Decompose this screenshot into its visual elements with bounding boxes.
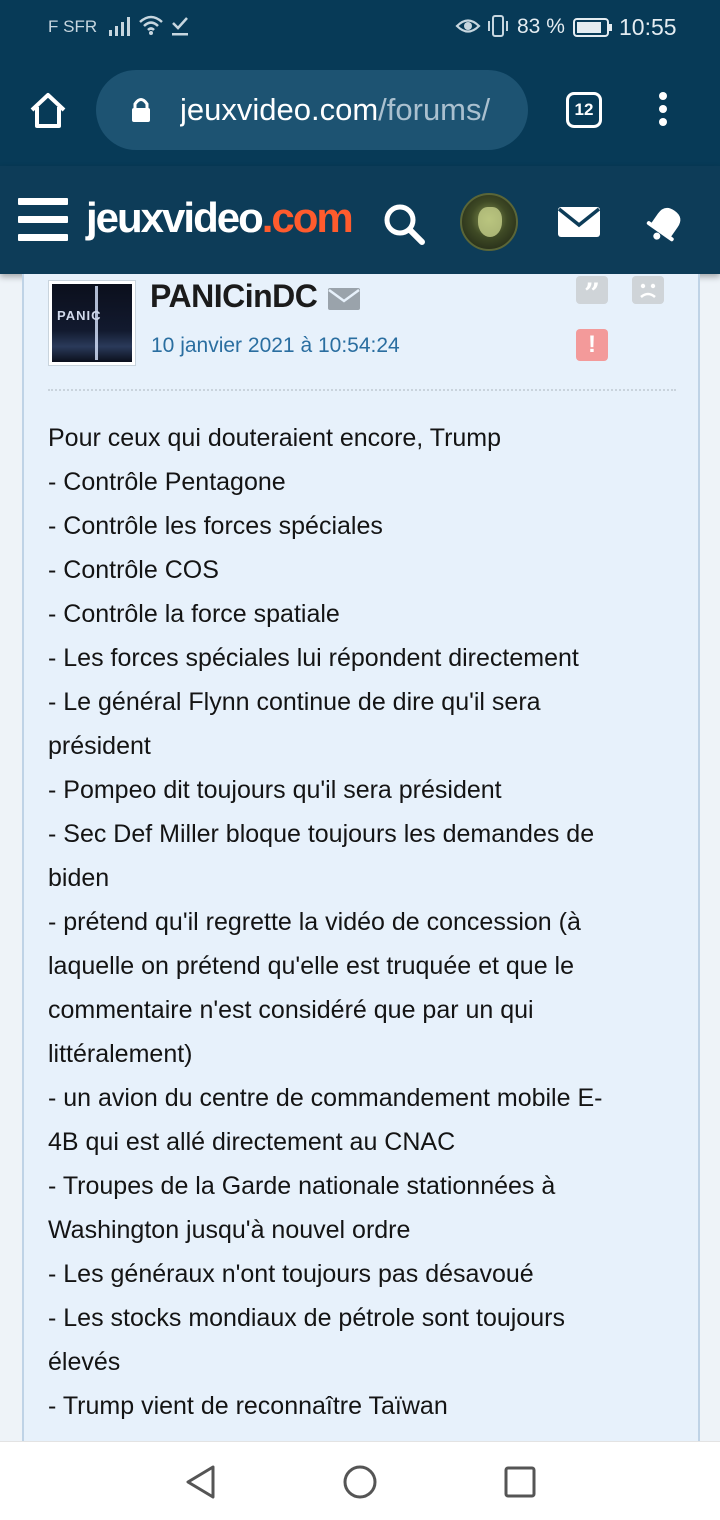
post-body-line: - Contrôle les forces spéciales [48,512,383,540]
post-divider [48,389,676,391]
status-bar [0,0,720,56]
site-header [0,166,720,274]
post-body-line: - Les stocks mondiaux de pétrole sont toujours [48,1304,565,1332]
quote-icon[interactable]: ” [576,276,608,304]
post-author-name[interactable]: PANICinDC [150,278,318,314]
bell-icon[interactable] [645,202,687,244]
avatar-text: PANIC [57,308,102,323]
post-body-line: - Le général Flynn continue de dire qu'il sera [48,688,541,716]
logo-tld: .com [261,194,352,241]
post-body-line: Washington jusqu'à nouvel ordre [48,1216,411,1244]
user-avatar[interactable] [460,193,518,251]
back-icon[interactable] [183,1464,219,1500]
post-body-line: Pour ceux qui douteraient encore, Trump [48,424,502,452]
address-bar[interactable] [96,70,528,150]
browser-toolbar [0,56,720,166]
post-date[interactable]: 10 janvier 2021 à 10:54:24 [151,334,400,357]
url-path: /forums/ [378,92,491,127]
lock-icon [130,96,152,124]
post-body-line: - Trump vient de reconnaître Taïwan [48,1392,448,1420]
battery-percent: 83 % [517,15,565,38]
post-body [48,416,684,1428]
post-body-line: - Troupes de la Garde nationale stationnées à [48,1172,556,1200]
sad-face-icon[interactable] [632,276,664,304]
post-body-line: 4B qui est allé directement au CNAC [48,1128,456,1156]
post-author-avatar[interactable] [48,280,136,366]
post-body-line: - Les généraux n'ont toujours pas désavoué [48,1260,534,1288]
post-body-line: laquelle on prétend qu'elle est truquée et que le [48,952,575,980]
vibrate-icon [485,14,511,38]
post-body-line: - Les forces spéciales lui répondent directement [48,644,579,672]
wifi-icon [138,14,164,36]
forum-post [22,274,700,1444]
clock: 10:55 [619,14,677,40]
post-body-line: - prétend qu'il regrette la vidéo de concession (à [48,908,581,936]
post-body-line: - Contrôle la force spatiale [48,600,340,628]
logo-main: jeuxvideo [86,194,262,241]
post-body-line: - Contrôle COS [48,556,219,584]
post-body-line: littéralement) [48,1040,193,1068]
battery-icon [573,18,613,37]
recent-apps-icon[interactable] [504,1466,536,1498]
site-logo[interactable] [86,194,352,242]
tab-switcher-button[interactable]: 12 [566,92,602,128]
mail-icon[interactable] [328,288,360,310]
post-body-line: - un avion du centre de commandement mobile E- [48,1084,603,1112]
mail-icon[interactable] [557,206,601,238]
post-body-line: président [48,732,151,760]
post-body-line: commentaire n'est considéré que par un qui [48,996,534,1024]
carrier-label: F SFR [48,17,98,36]
post-body-line: élevés [48,1348,121,1376]
search-icon[interactable] [382,202,426,246]
post-body-line: - Contrôle Pentagone [48,468,286,496]
eye-comfort-icon [455,16,481,36]
post-body-line: - Pompeo dit toujours qu'il sera président [48,776,502,804]
url-host: jeuxvideo.com [180,92,379,127]
home-icon[interactable] [28,90,68,130]
system-navigation-bar [0,1441,720,1520]
post-body-line: - Sec Def Miller bloque toujours les demandes de [48,820,595,848]
home-circle-icon[interactable] [342,1464,378,1500]
post-body-line: biden [48,864,110,892]
signal-icon [108,15,132,37]
url-text[interactable] [180,92,510,128]
hamburger-menu-icon[interactable] [18,198,68,242]
download-done-icon [170,14,190,38]
alert-icon[interactable]: ! [576,329,608,361]
more-vertical-icon[interactable] [654,92,672,132]
